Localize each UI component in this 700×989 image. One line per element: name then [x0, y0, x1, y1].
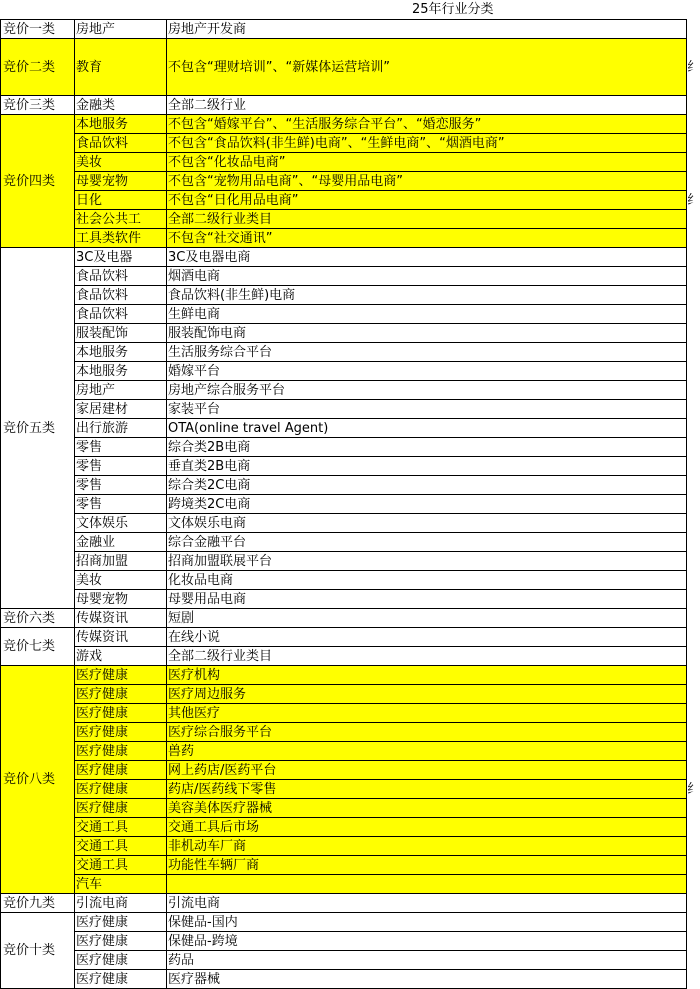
scope-cell: 烟酒电商 [167, 267, 687, 286]
industry-cell: 食品饮料 [75, 305, 167, 324]
table-row [1, 970, 698, 989]
industry-cell: 食品饮料 [75, 267, 167, 286]
truncated-column-cell [687, 552, 698, 571]
scope-cell: 医疗机构 [167, 666, 687, 685]
industry-cell: 房地产 [75, 20, 167, 39]
table-row [1, 153, 698, 172]
industry-cell: 引流电商 [75, 894, 167, 913]
industry-cell: 零售 [75, 476, 167, 495]
truncated-column-cell [687, 305, 698, 324]
truncated-column-cell [687, 438, 698, 457]
industry-cell: 交通工具 [75, 818, 167, 837]
table-row [1, 362, 698, 381]
industry-cell: 医疗健康 [75, 685, 167, 704]
table-row [1, 609, 698, 628]
table-row [1, 20, 698, 39]
truncated-column-cell [687, 761, 698, 780]
industry-cell: 零售 [75, 457, 167, 476]
truncated-column-cell [687, 153, 698, 172]
scope-cell: 医疗周边服务 [167, 685, 687, 704]
scope-cell: 综合金融平台 [167, 533, 687, 552]
table-row [1, 476, 698, 495]
industry-cell: 本地服务 [75, 115, 167, 134]
scope-cell: 不包含“宠物用品电商”、“母婴用品电商” [167, 172, 687, 191]
table-row [1, 761, 698, 780]
scope-cell: 保健品-跨境 [167, 932, 687, 951]
industry-cell: 母婴宠物 [75, 172, 167, 191]
scope-cell: 不包含“化妆品电商” [167, 153, 687, 172]
industry-cell: 交通工具 [75, 856, 167, 875]
scope-cell [167, 875, 687, 894]
truncated-column-cell [687, 343, 698, 362]
table-row [1, 248, 698, 267]
truncated-column-cell [687, 609, 698, 628]
table-row [1, 514, 698, 533]
industry-cell: 本地服务 [75, 362, 167, 381]
truncated-column-cell [687, 894, 698, 913]
table-row [1, 856, 698, 875]
truncated-column-cell [687, 647, 698, 666]
truncated-column-cell [687, 723, 698, 742]
industry-cell: 文体娱乐 [75, 514, 167, 533]
industry-cell: 传媒资讯 [75, 609, 167, 628]
scope-cell: 全部二级行业类目 [167, 647, 687, 666]
truncated-column-cell [687, 590, 698, 609]
scope-cell: 垂直类2B电商 [167, 457, 687, 476]
scope-cell: 功能性车辆厂商 [167, 856, 687, 875]
scope-cell: 其他医疗 [167, 704, 687, 723]
truncated-column-cell [687, 400, 698, 419]
industry-cell: 家居建材 [75, 400, 167, 419]
industry-table-body [1, 20, 698, 989]
industry-cell: 母婴宠物 [75, 590, 167, 609]
industry-cell: 医疗健康 [75, 913, 167, 932]
industry-cell: 金融类 [75, 96, 167, 115]
truncated-column-cell [687, 324, 698, 343]
scope-cell: 交通工具后市场 [167, 818, 687, 837]
table-row [1, 134, 698, 153]
industry-cell: 医疗健康 [75, 780, 167, 799]
table-row [1, 533, 698, 552]
scope-cell: 生鲜电商 [167, 305, 687, 324]
scope-cell: 不包含“食品饮料(非生鲜)电商”、“生鲜电商”、“烟酒电商” [167, 134, 687, 153]
table-row [1, 932, 698, 951]
industry-cell: 3C及电器 [75, 248, 167, 267]
table-row [1, 552, 698, 571]
industry-cell: 零售 [75, 495, 167, 514]
scope-cell: 文体娱乐电商 [167, 514, 687, 533]
truncated-column-cell [687, 229, 698, 248]
scope-cell: 跨境类2C电商 [167, 495, 687, 514]
industry-cell: 医疗健康 [75, 704, 167, 723]
scope-cell: 婚嫁平台 [167, 362, 687, 381]
table-row [1, 913, 698, 932]
category-cell: 竞价七类 [1, 628, 75, 666]
truncated-column-cell [687, 951, 698, 970]
scope-cell: 在线小说 [167, 628, 687, 647]
industry-cell: 汽车 [75, 875, 167, 894]
scope-cell: 不包含“社交通讯” [167, 229, 687, 248]
truncated-column-cell [687, 514, 698, 533]
scope-cell: 母婴用品电商 [167, 590, 687, 609]
truncated-column-cell [687, 742, 698, 761]
sheet-title: 25年行业分类 [412, 2, 494, 17]
truncated-column-cell [687, 115, 698, 134]
truncated-column-cell [687, 210, 698, 229]
industry-cell: 社会公共工 [75, 210, 167, 229]
scope-cell: 综合类2C电商 [167, 476, 687, 495]
industry-cell: 传媒资讯 [75, 628, 167, 647]
truncated-column-cell [687, 20, 698, 39]
industry-cell: 交通工具 [75, 837, 167, 856]
industry-cell: 零售 [75, 438, 167, 457]
table-row [1, 685, 698, 704]
table-row [1, 229, 698, 248]
table-row [1, 210, 698, 229]
table-row [1, 704, 698, 723]
category-cell: 竞价三类 [1, 96, 75, 115]
truncated-column-cell [687, 856, 698, 875]
table-row [1, 457, 698, 476]
scope-cell: 3C及电器电商 [167, 248, 687, 267]
truncated-column-cell: 纟 [687, 39, 698, 96]
truncated-column-cell [687, 267, 698, 286]
scope-cell: 综合类2B电商 [167, 438, 687, 457]
truncated-column-cell [687, 837, 698, 856]
truncated-column-cell [687, 248, 698, 267]
table-row [1, 305, 698, 324]
scope-cell: 服装配饰电商 [167, 324, 687, 343]
table-row [1, 39, 698, 96]
truncated-column-cell [687, 875, 698, 894]
table-row [1, 267, 698, 286]
scope-cell: 医疗器械 [167, 970, 687, 989]
truncated-column-cell [687, 419, 698, 438]
scope-cell: 短剧 [167, 609, 687, 628]
industry-cell: 房地产 [75, 381, 167, 400]
table-row [1, 495, 698, 514]
industry-cell: 游戏 [75, 647, 167, 666]
truncated-column-cell [687, 172, 698, 191]
table-row [1, 590, 698, 609]
truncated-column-cell [687, 666, 698, 685]
category-cell: 竞价九类 [1, 894, 75, 913]
scope-cell: 不包含“婚嫁平台”、“生活服务综合平台”、“婚恋服务” [167, 115, 687, 134]
truncated-column-cell [687, 932, 698, 951]
industry-cell: 招商加盟 [75, 552, 167, 571]
scope-cell: 房地产综合服务平台 [167, 381, 687, 400]
industry-cell: 医疗健康 [75, 951, 167, 970]
industry-cell: 美妆 [75, 153, 167, 172]
truncated-column-cell [687, 381, 698, 400]
table-row [1, 723, 698, 742]
table-row [1, 875, 698, 894]
industry-cell: 出行旅游 [75, 419, 167, 438]
scope-cell: 引流电商 [167, 894, 687, 913]
scope-cell: 网上药店/医药平台 [167, 761, 687, 780]
industry-cell: 医疗健康 [75, 932, 167, 951]
truncated-column-cell [687, 96, 698, 115]
scope-cell: 医疗综合服务平台 [167, 723, 687, 742]
truncated-column-cell [687, 495, 698, 514]
table-row [1, 571, 698, 590]
category-cell: 竞价二类 [1, 39, 75, 96]
industry-table [0, 19, 698, 989]
scope-cell: 生活服务综合平台 [167, 343, 687, 362]
category-cell: 竞价一类 [1, 20, 75, 39]
category-cell: 竞价六类 [1, 609, 75, 628]
sheet-title-row [0, 0, 697, 19]
scope-cell: 全部二级行业 [167, 96, 687, 115]
industry-cell: 本地服务 [75, 343, 167, 362]
industry-cell: 医疗健康 [75, 723, 167, 742]
industry-cell: 食品饮料 [75, 286, 167, 305]
scope-cell: 化妆品电商 [167, 571, 687, 590]
truncated-column-cell [687, 818, 698, 837]
truncated-column-cell [687, 571, 698, 590]
table-row [1, 951, 698, 970]
truncated-column-cell [687, 913, 698, 932]
truncated-column-cell [687, 533, 698, 552]
table-row [1, 381, 698, 400]
scope-cell: 药店/医药线下零售 [167, 780, 687, 799]
table-row [1, 818, 698, 837]
category-cell: 竞价五类 [1, 248, 75, 609]
truncated-column-cell [687, 286, 698, 305]
industry-cell: 医疗健康 [75, 761, 167, 780]
category-cell: 竞价十类 [1, 913, 75, 989]
industry-cell: 美妆 [75, 571, 167, 590]
table-row [1, 400, 698, 419]
table-row [1, 191, 698, 210]
scope-cell: 美容美体医疗器械 [167, 799, 687, 818]
truncated-column-cell [687, 704, 698, 723]
table-row [1, 666, 698, 685]
table-row [1, 115, 698, 134]
industry-cell: 金融业 [75, 533, 167, 552]
table-row [1, 647, 698, 666]
table-row [1, 343, 698, 362]
table-row [1, 628, 698, 647]
scope-cell: 食品饮料(非生鲜)电商 [167, 286, 687, 305]
table-row [1, 780, 698, 799]
category-cell: 竞价四类 [1, 115, 75, 248]
table-row [1, 837, 698, 856]
industry-cell: 服装配饰 [75, 324, 167, 343]
industry-cell: 日化 [75, 191, 167, 210]
table-row [1, 894, 698, 913]
table-row [1, 96, 698, 115]
truncated-column-cell [687, 628, 698, 647]
scope-cell: 药品 [167, 951, 687, 970]
truncated-column-cell: 纟 [687, 192, 700, 208]
table-row [1, 419, 698, 438]
scope-cell: 不包含“日化用品电商” [167, 191, 687, 210]
table-row [1, 172, 698, 191]
scope-cell: 非机动车厂商 [167, 837, 687, 856]
industry-cell: 医疗健康 [75, 666, 167, 685]
table-row [1, 438, 698, 457]
truncated-column-cell [687, 362, 698, 381]
industry-cell: 医疗健康 [75, 799, 167, 818]
scope-cell: 保健品-国内 [167, 913, 687, 932]
scope-cell: 家装平台 [167, 400, 687, 419]
scope-cell: 不包含“理财培训”、“新媒体运营培训” [167, 39, 687, 96]
table-row [1, 286, 698, 305]
scope-cell: 全部二级行业类目 [167, 210, 687, 229]
industry-cell: 医疗健康 [75, 970, 167, 989]
truncated-column-cell [687, 134, 698, 153]
truncated-column-cell [687, 685, 698, 704]
scope-cell: 招商加盟联展平台 [167, 552, 687, 571]
table-row [1, 799, 698, 818]
truncated-column-cell: 纟 [687, 781, 700, 797]
category-cell: 竞价八类 [1, 666, 75, 894]
scope-cell: 兽药 [167, 742, 687, 761]
industry-cell: 医疗健康 [75, 742, 167, 761]
table-row [1, 324, 698, 343]
industry-cell: 食品饮料 [75, 134, 167, 153]
table-row [1, 742, 698, 761]
truncated-column-cell [687, 799, 698, 818]
scope-cell: 房地产开发商 [167, 20, 687, 39]
industry-cell: 工具类软件 [75, 229, 167, 248]
truncated-column-cell [687, 476, 698, 495]
scope-cell: OTA(online travel Agent) [167, 419, 687, 438]
truncated-column-cell [687, 970, 698, 989]
industry-cell: 教育 [75, 39, 167, 96]
truncated-column-cell [687, 457, 698, 476]
